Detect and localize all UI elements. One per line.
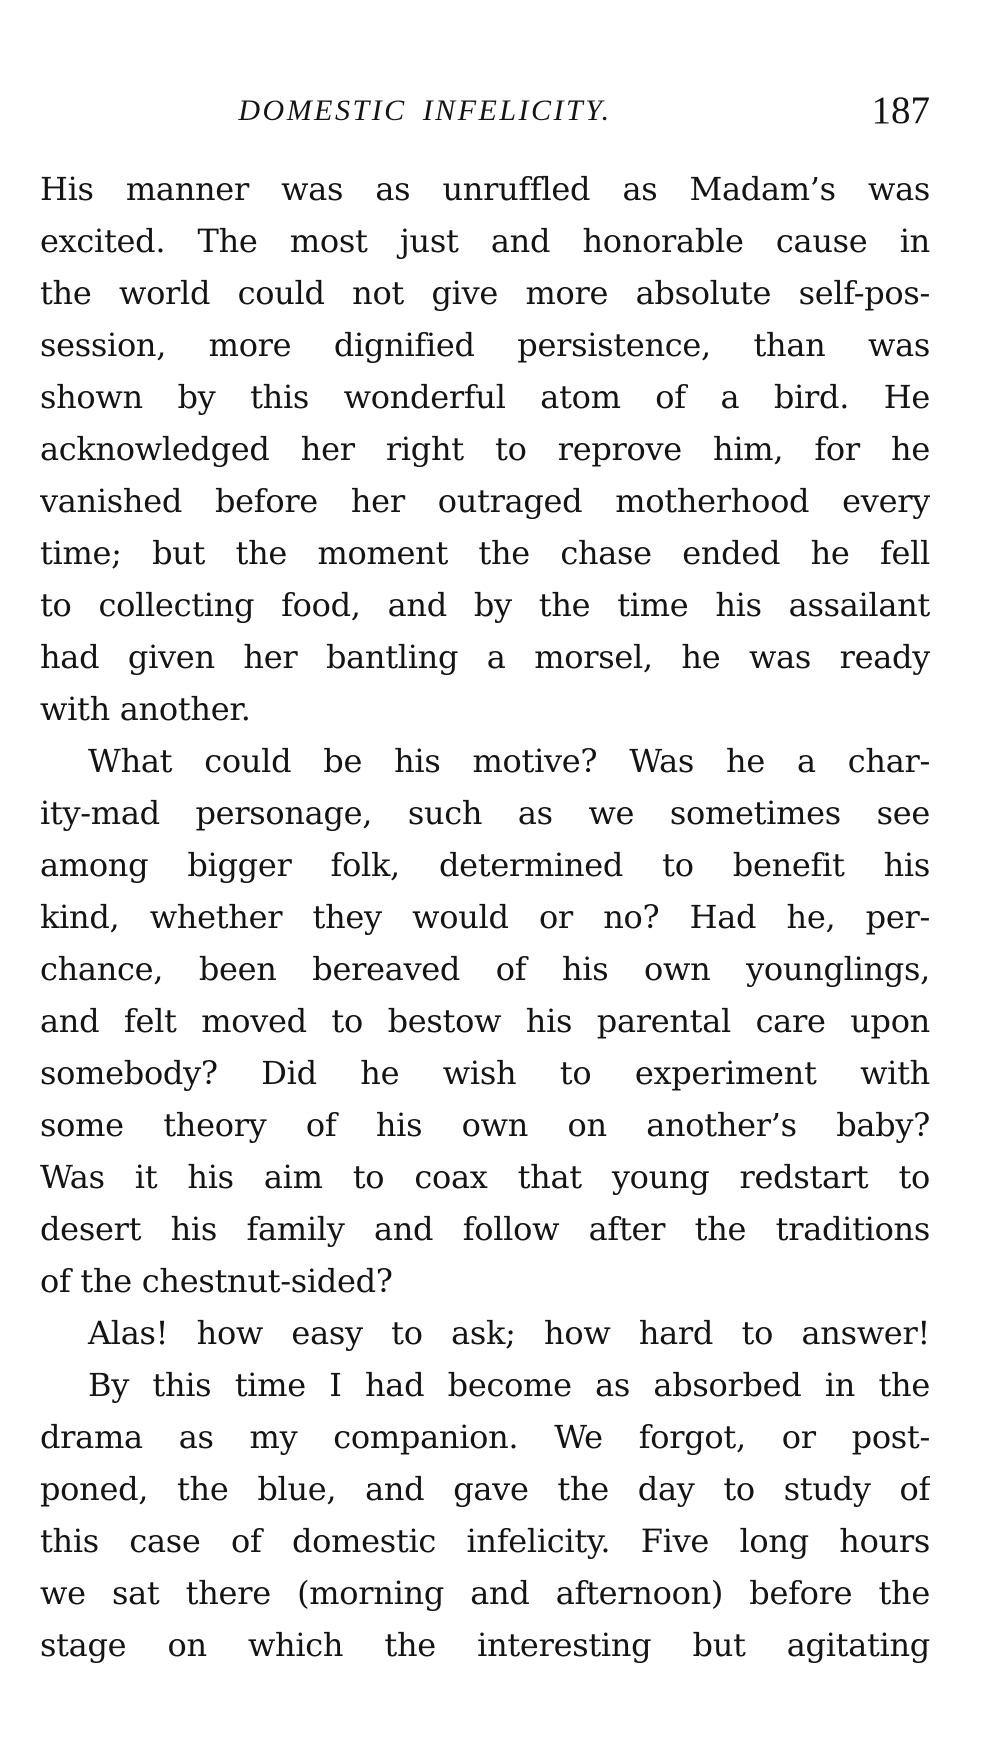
text-line: acknowledged her right to reprove him, for he — [40, 430, 930, 468]
page-number: 187 — [871, 89, 930, 132]
text-line: poned, the blue, and gave the day to study of — [40, 1470, 930, 1508]
text-line: Alas! how easy to ask; how hard to answer! — [88, 1314, 930, 1352]
text-line: to collecting food, and by the time his assailant — [40, 586, 930, 624]
text-line: had given her bantling a morsel, he was ready — [40, 638, 930, 676]
text-line: vanished before her outraged motherhood every — [40, 482, 930, 520]
text-line: and felt moved to bestow his parental care upon — [40, 1002, 930, 1040]
text-line: What could be his motive? Was he a char- — [88, 742, 930, 780]
text-line: excited. The most just and honorable cause in — [40, 222, 930, 260]
text-line: shown by this wonderful atom of a bird. He — [40, 378, 930, 416]
text-line: kind, whether they would or no? Had he, per- — [40, 898, 930, 936]
text-line: By this time I had become as absorbed in the — [88, 1366, 930, 1404]
text-line: the world could not give more absolute self-pos- — [40, 274, 930, 312]
text-line: of the chestnut-sided? — [40, 1262, 393, 1300]
text-line: among bigger folk, determined to benefit his — [40, 846, 930, 884]
text-line: drama as my companion. We forgot, or post- — [40, 1418, 930, 1456]
text-line: this case of domestic infelicity. Five long hours — [40, 1522, 930, 1560]
running-head — [40, 88, 930, 140]
text-line: somebody? Did he wish to experiment with — [40, 1054, 930, 1092]
text-line: His manner was as unruffled as Madam’s was — [40, 170, 930, 208]
text-line: we sat there (morning and afternoon) before the — [40, 1574, 930, 1612]
text-line: Was it his aim to coax that young redstart to — [40, 1158, 930, 1196]
body-text — [40, 163, 930, 1671]
text-line: session, more dignified persistence, than was — [40, 326, 930, 364]
text-line: chance, been bereaved of his own younglings, — [40, 950, 930, 988]
text-line: time; but the moment the chase ended he fell — [40, 534, 930, 572]
running-title: DOMESTIC INFELICITY. — [238, 94, 612, 127]
text-line: some theory of his own on another’s baby? — [40, 1106, 930, 1144]
text-line: desert his family and follow after the traditions — [40, 1210, 930, 1248]
text-line: stage on which the interesting but agitating — [40, 1626, 930, 1664]
text-line: ity-mad personage, such as we sometimes see — [40, 794, 930, 832]
text-line: with another. — [40, 690, 251, 728]
